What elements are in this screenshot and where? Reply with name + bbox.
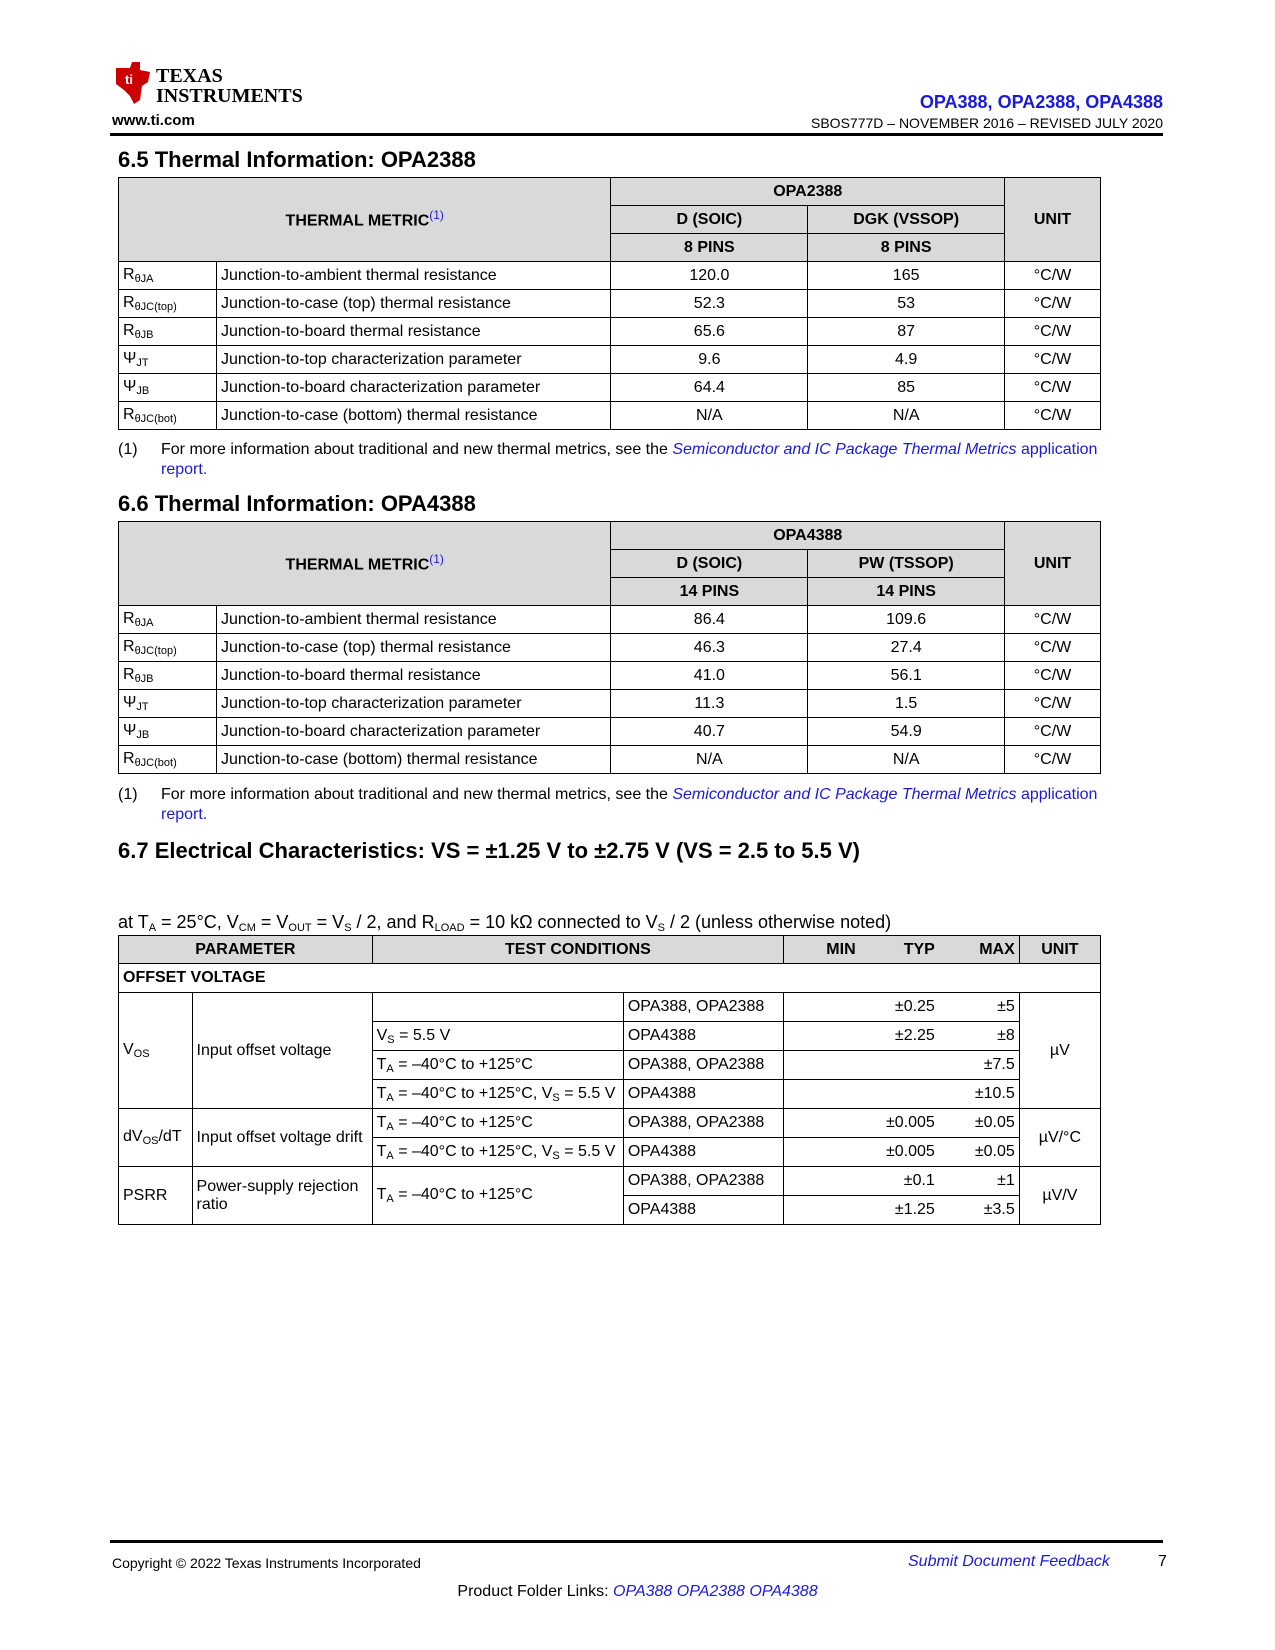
device-header: OPA2388 bbox=[611, 178, 1005, 206]
min-cell bbox=[784, 1109, 860, 1138]
value-cell: 85 bbox=[808, 374, 1005, 402]
offset-voltage-section: OFFSET VOLTAGE bbox=[119, 964, 1101, 993]
device-cell: OPA4388 bbox=[623, 1138, 783, 1167]
device-cell: OPA388, OPA2388 bbox=[623, 1051, 783, 1080]
description-cell: Junction-to-ambient thermal resistance bbox=[216, 606, 611, 634]
psrr-symbol: PSRR bbox=[119, 1167, 193, 1225]
metric-header: THERMAL METRIC$^{(1)}$ bbox=[119, 178, 611, 262]
description-cell: Junction-to-top characterization parameter bbox=[216, 346, 611, 374]
thermal-rows-66 bbox=[119, 606, 1101, 774]
footnote-6-5 bbox=[118, 440, 1148, 480]
test-condition: $T_A = -40^\circ C$ to +125°C, $V_S = 5.5$ V bbox=[372, 1080, 623, 1109]
test-conditions-header: TEST CONDITIONS bbox=[372, 936, 784, 964]
device-cell: OPA4388 bbox=[623, 1196, 783, 1225]
application-report-link[interactable]: application report. bbox=[161, 786, 1098, 823]
package-header: DGK (VSSOP) bbox=[808, 206, 1005, 234]
typ-cell: ±0.005 bbox=[860, 1109, 939, 1138]
test-condition: $T_A = -40^\circ C$ to +125°C bbox=[372, 1051, 623, 1080]
value-cell: 1.5 bbox=[808, 690, 1005, 718]
description-cell: Junction-to-case (top) thermal resistance bbox=[216, 290, 611, 318]
value-cell: N/A bbox=[611, 402, 808, 430]
svg-text:ti: ti bbox=[125, 72, 133, 87]
footnote-6-6 bbox=[118, 785, 1148, 825]
thermal-row bbox=[119, 606, 1101, 634]
page-number: 7 bbox=[1158, 1553, 1167, 1570]
value-cell: 11.3 bbox=[611, 690, 808, 718]
footnote-number: (1) bbox=[118, 441, 138, 458]
description-cell: Junction-to-ambient thermal resistance bbox=[216, 262, 611, 290]
drift-name: Input offset voltage drift bbox=[192, 1109, 372, 1167]
value-cell: 27.4 bbox=[808, 634, 1005, 662]
product-folder-links bbox=[0, 1583, 1275, 1601]
footnote-ref[interactable]: (1) bbox=[429, 208, 444, 223]
unit-cell: °C/W bbox=[1005, 662, 1101, 690]
links-label: Product Folder Links: bbox=[457, 1583, 614, 1600]
vos-name: Input offset voltage bbox=[192, 993, 372, 1109]
description-cell: Junction-to-board thermal resistance bbox=[216, 662, 611, 690]
psrr-unit: µV/V bbox=[1019, 1167, 1100, 1225]
value-cell: 165 bbox=[808, 262, 1005, 290]
test-condition bbox=[372, 993, 623, 1022]
thermal-table-opa4388 bbox=[118, 521, 1101, 774]
symbol-cell: $R_{\theta JA}$ bbox=[119, 606, 217, 634]
thermal-row bbox=[119, 346, 1101, 374]
footnote-number: (1) bbox=[118, 786, 138, 803]
ti-logo bbox=[110, 60, 310, 108]
psrr-name: Power-supply rejection ratio bbox=[192, 1167, 372, 1225]
value-cell: 87 bbox=[808, 318, 1005, 346]
copyright: Copyright © 2022 Texas Instruments Incorporated bbox=[112, 1555, 421, 1571]
vos-symbol: $V_{OS}$ bbox=[119, 993, 193, 1109]
device-cell: OPA4388 bbox=[623, 1080, 783, 1109]
value-cell: 56.1 bbox=[808, 662, 1005, 690]
typ-cell: ±2.25 bbox=[860, 1022, 939, 1051]
value-cell: 65.6 bbox=[611, 318, 808, 346]
value-cell: N/A bbox=[808, 746, 1005, 774]
thermal-row bbox=[119, 718, 1101, 746]
value-cell: N/A bbox=[611, 746, 808, 774]
package-header: D (SOIC) bbox=[611, 550, 808, 578]
unit-cell: °C/W bbox=[1005, 402, 1101, 430]
package-header: PW (TSSOP) bbox=[808, 550, 1005, 578]
metric-header: THERMAL METRIC$^{(1)}$ bbox=[119, 522, 611, 606]
unit-cell: °C/W bbox=[1005, 718, 1101, 746]
value-cell: 53 bbox=[808, 290, 1005, 318]
typ-cell: ±0.1 bbox=[860, 1167, 939, 1196]
vos-unit: µV bbox=[1019, 993, 1100, 1109]
min-cell bbox=[784, 1022, 860, 1051]
drift-symbol: $dV_{OS}/dT$ bbox=[119, 1109, 193, 1167]
typ-header: TYP bbox=[860, 936, 939, 964]
description-cell: Junction-to-case (top) thermal resistance bbox=[216, 634, 611, 662]
part-numbers-link[interactable]: OPA388, OPA2388, OPA4388 bbox=[919, 92, 1163, 112]
thermal-row bbox=[119, 262, 1101, 290]
description-cell: Junction-to-case (bottom) thermal resistance bbox=[216, 402, 611, 430]
typ-cell: ±0.25 bbox=[860, 993, 939, 1022]
max-cell: ±3.5 bbox=[939, 1196, 1019, 1225]
min-header: MIN bbox=[784, 936, 860, 964]
unit-cell: °C/W bbox=[1005, 690, 1101, 718]
footnote-ref[interactable]: (1) bbox=[429, 552, 444, 567]
symbol-cell: $R_{\theta JB}$ bbox=[119, 662, 217, 690]
description-cell: Junction-to-board characterization parameter bbox=[216, 374, 611, 402]
device-header: OPA4388 bbox=[611, 522, 1005, 550]
section-title-6-7: 6.7 Electrical Characteristics: VS = ±1.25 V to ±2.75 V (VS = 2.5 to 5.5 V) bbox=[118, 838, 860, 863]
device-cell: OPA388, OPA2388 bbox=[623, 1167, 783, 1196]
footer-divider bbox=[110, 1540, 1163, 1543]
description-cell: Junction-to-top characterization parameter bbox=[216, 690, 611, 718]
unit-header: UNIT bbox=[1005, 522, 1101, 606]
value-cell: 120.0 bbox=[611, 262, 808, 290]
pins-header: 14 PINS bbox=[808, 578, 1005, 606]
test-condition: $T_A = -40^\circ C$ to +125°C bbox=[372, 1167, 623, 1225]
test-condition: $V_S = 5.5$ V bbox=[372, 1022, 623, 1051]
symbol-cell: $R_{\theta JB}$ bbox=[119, 318, 217, 346]
thermal-rows-65 bbox=[119, 262, 1101, 430]
thermal-table-opa2388 bbox=[118, 177, 1101, 430]
device-cell: OPA388, OPA2388 bbox=[623, 993, 783, 1022]
footnote-text: For more information about traditional and new thermal metrics, see the bbox=[161, 786, 673, 803]
description-cell: Junction-to-case (bottom) thermal resistance bbox=[216, 746, 611, 774]
unit-cell: °C/W bbox=[1005, 290, 1101, 318]
value-cell: 9.6 bbox=[611, 346, 808, 374]
product-links[interactable]: OPA388 OPA2388 OPA4388 bbox=[613, 1583, 818, 1600]
value-cell: 54.9 bbox=[808, 718, 1005, 746]
pins-header: 8 PINS bbox=[808, 234, 1005, 262]
min-cell bbox=[784, 1051, 860, 1080]
test-condition: $T_A = -40^\circ C$ to +125°C, $V_S = 5.5$ V bbox=[372, 1138, 623, 1167]
footnote-text: For more information about traditional and new thermal metrics, see the bbox=[161, 441, 673, 458]
value-cell: 46.3 bbox=[611, 634, 808, 662]
electrical-characteristics-table bbox=[118, 935, 1101, 1225]
symbol-cell: $\Psi_{JT}$ bbox=[119, 346, 217, 374]
value-cell: 64.4 bbox=[611, 374, 808, 402]
unit-cell: °C/W bbox=[1005, 374, 1101, 402]
section-title-6-5: 6.5 Thermal Information: OPA2388 bbox=[118, 147, 476, 172]
submit-feedback-link[interactable]: Submit Document Feedback bbox=[908, 1553, 1110, 1570]
unit-cell: °C/W bbox=[1005, 634, 1101, 662]
pins-header: 14 PINS bbox=[611, 578, 808, 606]
website-link[interactable]: www.ti.com bbox=[112, 112, 195, 129]
value-cell: 41.0 bbox=[611, 662, 808, 690]
min-cell bbox=[784, 1138, 860, 1167]
symbol-cell: $R_{\theta JC(top)}$ bbox=[119, 634, 217, 662]
test-condition: $T_A = -40^\circ C$ to +125°C bbox=[372, 1109, 623, 1138]
thermal-row bbox=[119, 402, 1101, 430]
typ-cell bbox=[860, 1051, 939, 1080]
thermal-row bbox=[119, 374, 1101, 402]
max-cell: ±10.5 bbox=[939, 1080, 1019, 1109]
header-divider bbox=[110, 133, 1163, 136]
unit-cell: °C/W bbox=[1005, 746, 1101, 774]
symbol-cell: $R_{\theta JC(bot)}$ bbox=[119, 402, 217, 430]
document-id: SBOS777D – NOVEMBER 2016 – REVISED JULY 2020 bbox=[811, 115, 1163, 131]
thermal-metrics-link[interactable]: Semiconductor and IC Package Thermal Metrics bbox=[672, 786, 1017, 803]
typ-cell bbox=[860, 1080, 939, 1109]
unit-cell: °C/W bbox=[1005, 318, 1101, 346]
test-conditions-note: at $T_A = 25^\circ C$, $V_{CM} = V_{OUT} = V_S / 2$, and $R_{LOAD} = 10$ kΩ connected to $V_S / 2$ (unless otherwise noted) bbox=[118, 912, 892, 934]
symbol-cell: $\Psi_{JT}$ bbox=[119, 690, 217, 718]
symbol-cell: $\Psi_{JB}$ bbox=[119, 374, 217, 402]
min-cell bbox=[784, 1196, 860, 1225]
min-cell bbox=[784, 993, 860, 1022]
unit-cell: °C/W bbox=[1005, 346, 1101, 374]
symbol-cell: $R_{\theta JA}$ bbox=[119, 262, 217, 290]
unit-header: UNIT bbox=[1005, 178, 1101, 262]
value-cell: 4.9 bbox=[808, 346, 1005, 374]
value-cell: 86.4 bbox=[611, 606, 808, 634]
typ-cell: ±0.005 bbox=[860, 1138, 939, 1167]
unit-cell: °C/W bbox=[1005, 262, 1101, 290]
brand-line1: TEXAS bbox=[156, 65, 223, 87]
value-cell: 52.3 bbox=[611, 290, 808, 318]
thermal-row bbox=[119, 662, 1101, 690]
symbol-cell: $R_{\theta JC(top)}$ bbox=[119, 290, 217, 318]
description-cell: Junction-to-board thermal resistance bbox=[216, 318, 611, 346]
value-cell: N/A bbox=[808, 402, 1005, 430]
param-header: PARAMETER bbox=[119, 936, 373, 964]
thermal-row bbox=[119, 290, 1101, 318]
application-report-link[interactable]: application report. bbox=[161, 441, 1098, 478]
ti-logo-icon bbox=[110, 60, 310, 108]
thermal-metrics-link[interactable]: Semiconductor and IC Package Thermal Metrics bbox=[672, 441, 1017, 458]
max-cell: ±1 bbox=[939, 1167, 1019, 1196]
device-cell: OPA4388 bbox=[623, 1022, 783, 1051]
thermal-row bbox=[119, 634, 1101, 662]
section-title-6-6: 6.6 Thermal Information: OPA4388 bbox=[118, 491, 476, 516]
device-cell: OPA388, OPA2388 bbox=[623, 1109, 783, 1138]
unit-cell: °C/W bbox=[1005, 606, 1101, 634]
pins-header: 8 PINS bbox=[611, 234, 808, 262]
thermal-row bbox=[119, 318, 1101, 346]
brand-line2: INSTRUMENTS bbox=[156, 85, 303, 107]
value-cell: 109.6 bbox=[808, 606, 1005, 634]
description-cell: Junction-to-board characterization parameter bbox=[216, 718, 611, 746]
max-cell: ±0.05 bbox=[939, 1109, 1019, 1138]
max-cell: ±5 bbox=[939, 993, 1019, 1022]
symbol-cell: $R_{\theta JC(bot)}$ bbox=[119, 746, 217, 774]
thermal-row bbox=[119, 690, 1101, 718]
typ-cell: ±1.25 bbox=[860, 1196, 939, 1225]
max-cell: ±0.05 bbox=[939, 1138, 1019, 1167]
value-cell: 40.7 bbox=[611, 718, 808, 746]
thermal-row bbox=[119, 746, 1101, 774]
unit-header: UNIT bbox=[1019, 936, 1100, 964]
max-cell: ±8 bbox=[939, 1022, 1019, 1051]
min-cell bbox=[784, 1080, 860, 1109]
min-cell bbox=[784, 1167, 860, 1196]
max-cell: ±7.5 bbox=[939, 1051, 1019, 1080]
drift-unit: µV/°C bbox=[1019, 1109, 1100, 1167]
package-header: D (SOIC) bbox=[611, 206, 808, 234]
max-header: MAX bbox=[939, 936, 1019, 964]
symbol-cell: $\Psi_{JB}$ bbox=[119, 718, 217, 746]
